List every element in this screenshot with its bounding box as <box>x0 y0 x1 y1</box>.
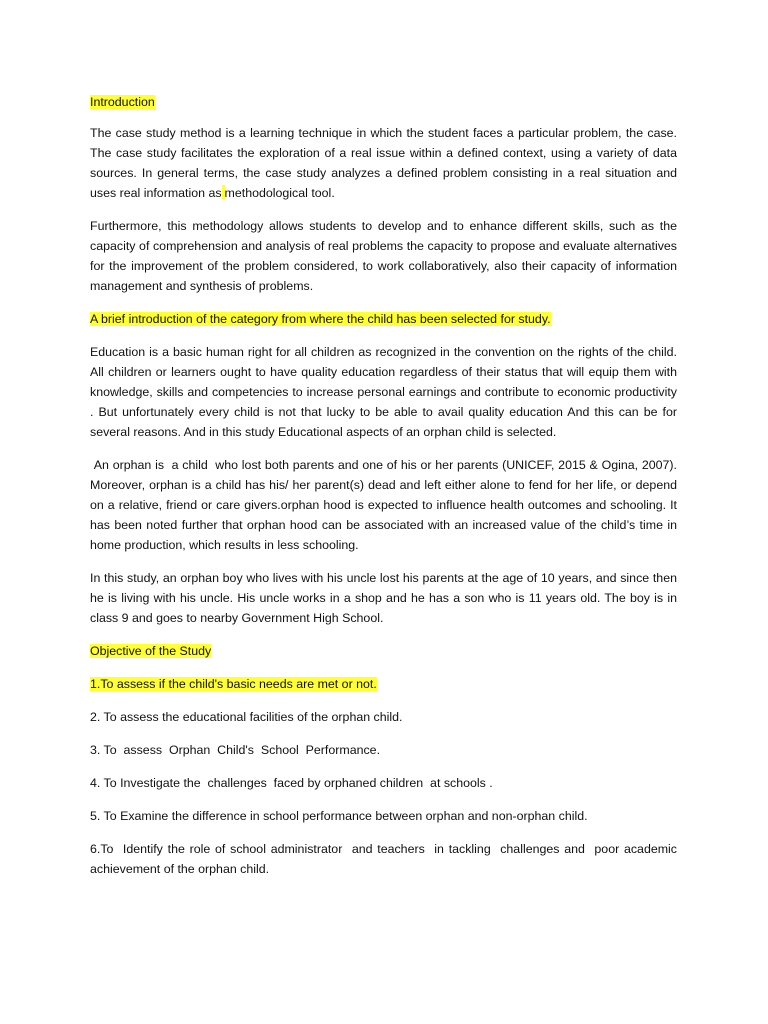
category-heading <box>90 309 677 329</box>
category-paragraph-3: In this study, an orphan boy who lives with his uncle lost his parents at the age of 10 years, and since then he is living with his uncle. His uncle works in a shop and he has a son who is 11 years old. The boy is in class 9 and goes to nearby Government High School. <box>90 571 677 625</box>
intro-paragraph-2: Furthermore, this methodology allows students to develop and to enhance different skills, such as the capacity of comprehension and analysis of real problems the capacity to propose and evaluate alternatives for the improvement of the problem considered, to work collaboratively, also their capacity of information management and synthesis of problems. <box>90 219 677 293</box>
objective-item-2: 2. To assess the educational facilities of the orphan child. <box>90 710 403 724</box>
intro-paragraph-1-end: methodological tool. <box>224 186 335 200</box>
intro-paragraph-1 <box>90 123 677 203</box>
introduction-heading <box>90 92 677 112</box>
category-paragraph-1: Education is a basic human right for all children as recognized in the convention on the rights of the child. All children or learners ought to have quality education regardless of their status that will equip them with knowledge, skills and competencies to increase personal earnings and contribute to economic productivity . But unfortunately every child is not that lucky to be able to avail quality education And this can be for several reasons. And in this study Educational aspects of an orphan child is selected. <box>90 345 677 439</box>
objective-item-3: 3. To assess Orphan Child's School Performance. <box>90 743 381 757</box>
document-page <box>90 92 681 892</box>
introduction-heading-text: Introduction <box>90 95 155 109</box>
objective-heading-text: Objective of the Study <box>90 644 212 658</box>
objective-item-4: 4. To Investigate the challenges faced by orphaned children at schools . <box>90 776 493 790</box>
objective-item-1-text: 1.To assess if the child's basic needs are met or not. <box>90 677 377 691</box>
objective-item-5: 5. To Examine the difference in school performance between orphan and non-orphan child. <box>90 809 588 823</box>
category-paragraph-2: An orphan is a child who lost both parents and one of his or her parents (UNICEF, 2015 & Ogina, 2007). Moreover, orphan is a child has his/ her parent(s) dead and left either alone to fend for her life, or depend on a relative, friend or care givers.orphan hood is expected to influence health outcomes and schooling. It has been noted further that orphan hood can be associated with an increased value of the child’s time in home production, which results in less schooling. <box>90 458 681 552</box>
objective-item-1 <box>90 674 677 694</box>
category-heading-text: A brief introduction of the category from where the child has been selected for study. <box>90 312 551 326</box>
intro-paragraph-1-text: The case study method is a learning technique in which the student faces a particular problem, the case. The case study facilitates the exploration of a real issue within a defined context, using a variety of data sources. In general terms, the case study analyzes a defined problem consisting in a real situation and uses real information as <box>90 126 677 200</box>
objective-heading <box>90 641 677 661</box>
objective-item-6: 6.To Identify the role of school administrator and teachers in tackling challenges and poor academic achievement of the orphan child. <box>90 842 681 876</box>
